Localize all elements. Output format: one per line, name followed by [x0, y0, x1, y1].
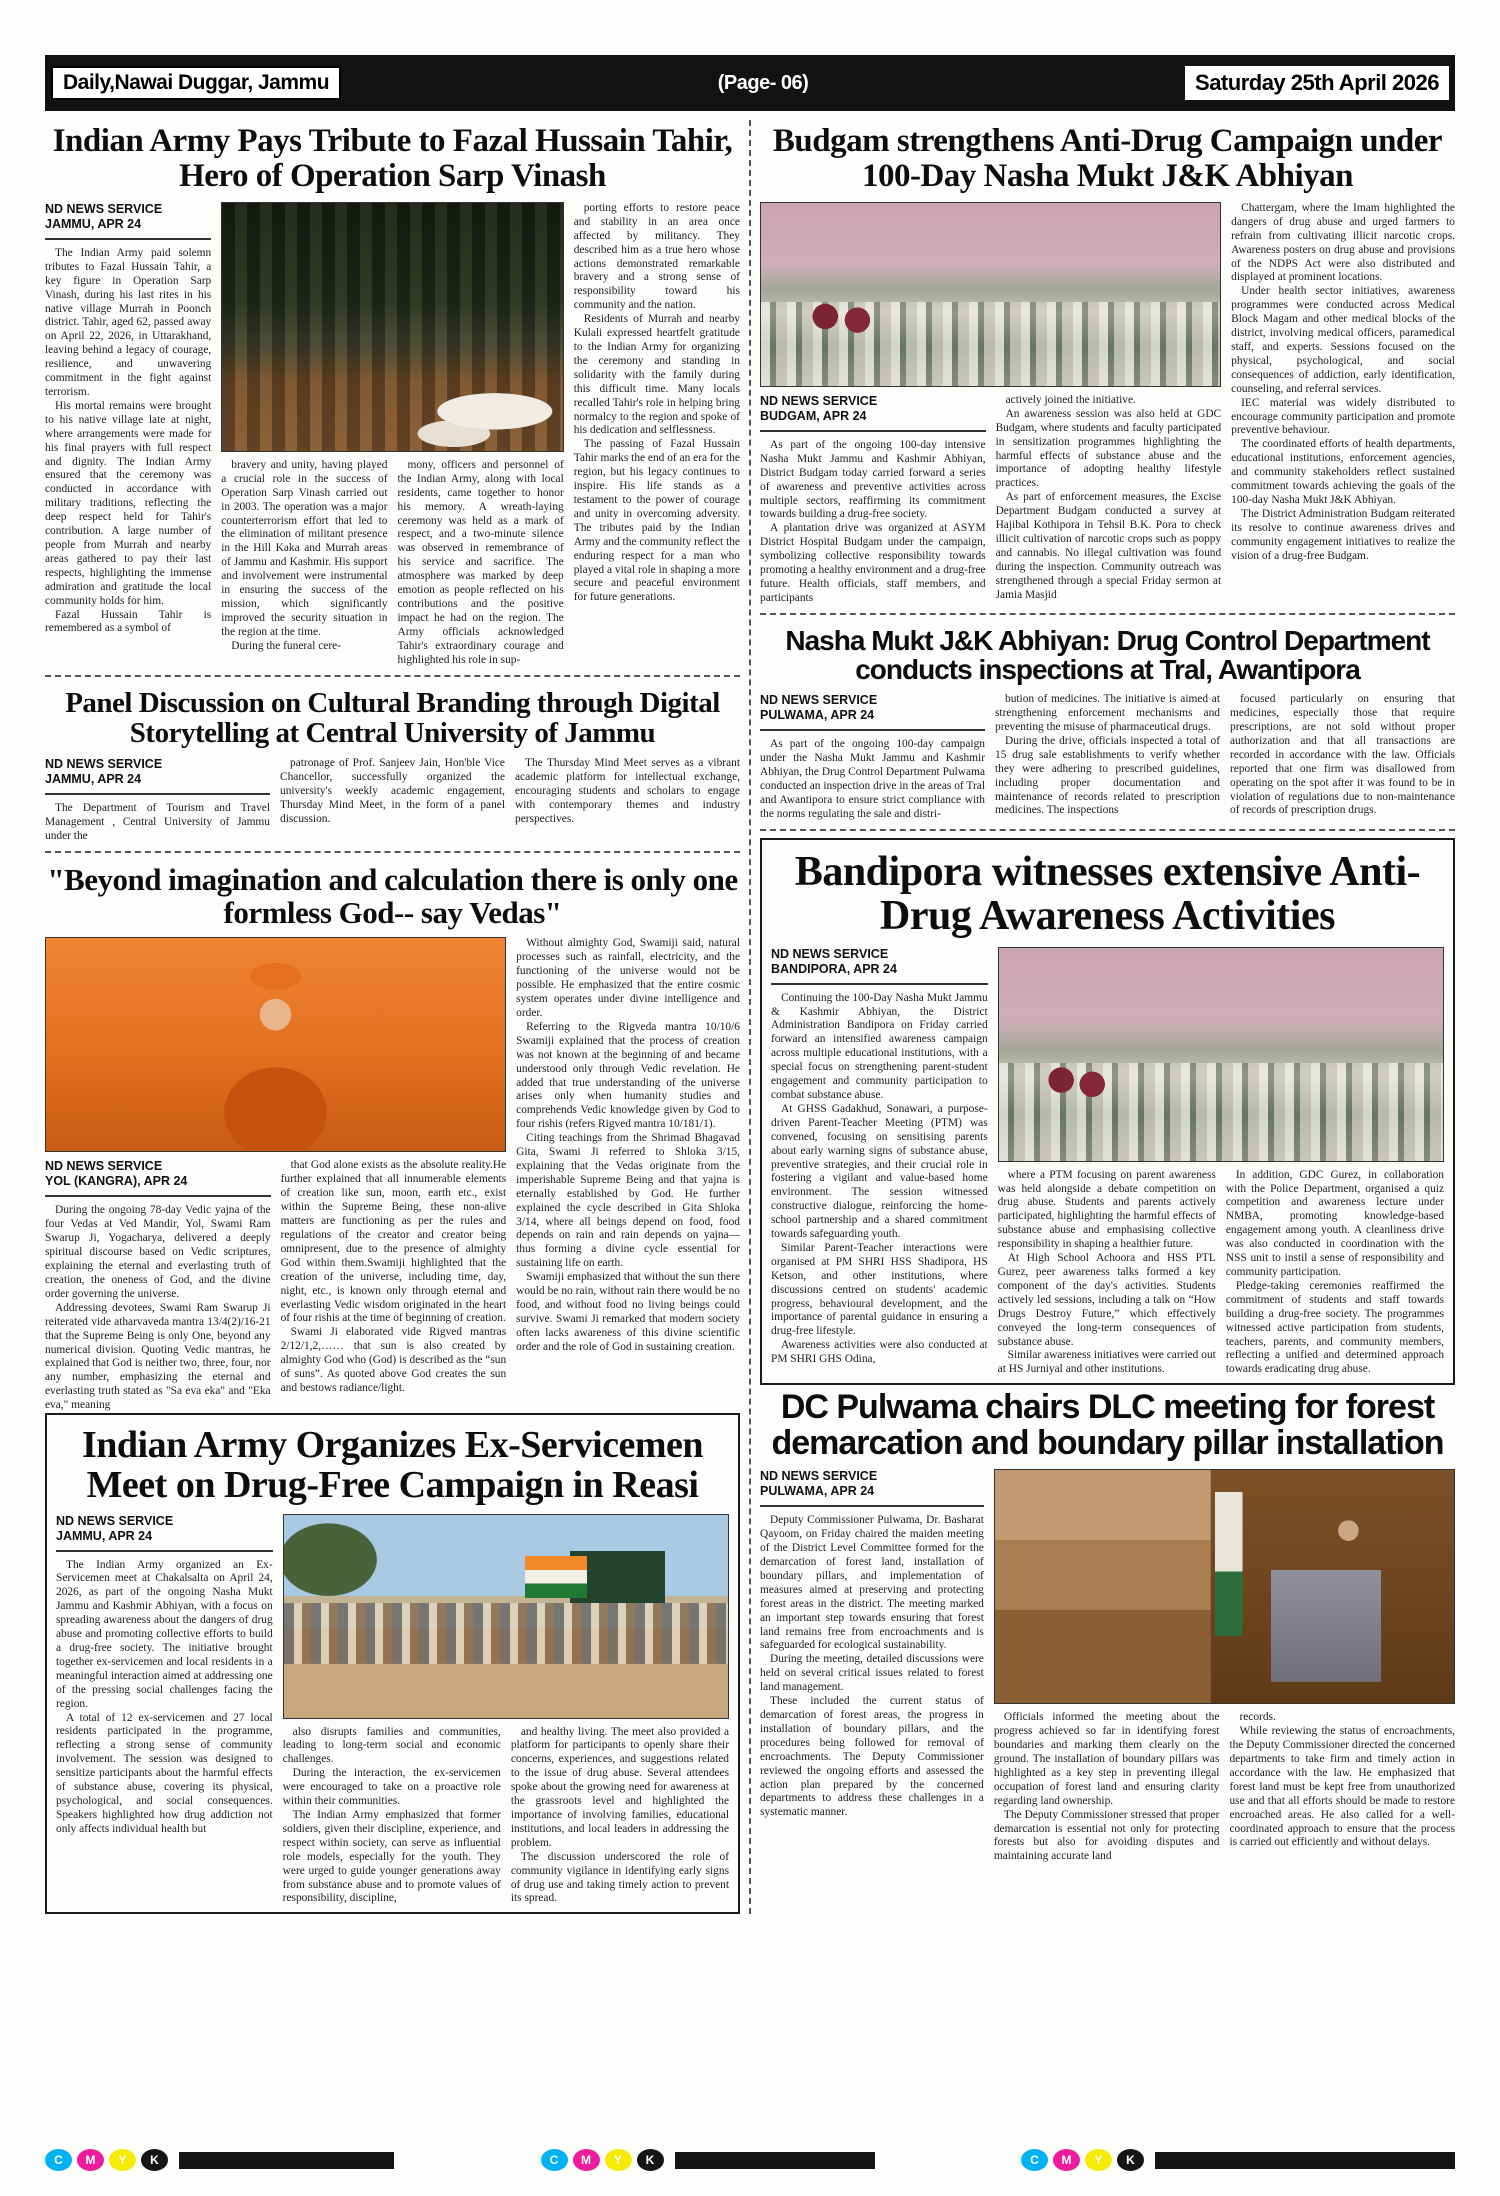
body-paragraph: A total of 12 ex-servicemen and 27 local residents participated in the programme, reflecting a strong sense of community involvement. The session was designed to sensitize participants about the harmful effects of substance abuse, covering its physical, psychological, and social consequences. Speakers highlighted how drug addiction not only affects individual health but: [56, 1711, 273, 1835]
body-paragraph: The Department of Tourism and Travel Management , Central University of Jammu under the: [45, 802, 270, 842]
article-bandipora: [760, 838, 1455, 1386]
byline-dateline: YOL (KANGRA), APR 24: [45, 1174, 188, 1189]
body-paragraph: patronage of Prof. Sanjeev Jain, Hon'ble Vice Chancellor, successfully organized the university's weekly academic engagement, Thursday Mind Meet, in the form of a panel discussion.: [280, 757, 505, 825]
body-paragraph: While reviewing the status of encroachments, the Deputy Commissioner directed the concerned departments to take firm and timely action in accordance with the law. He emphasized that forest land must be kept free from unauthorized use and that all efforts should be made to restore encroached areas. He also called for a well-coordinated approach to ensure that the process is carried out efficiently and without delays.: [1229, 1725, 1455, 1849]
body-paragraph: Chattergam, where the Imam highlighted the dangers of drug abuse and urged farmers to refrain from cultivating illicit narcotic crops. Awareness posters on drug abuse and provisions of the NDPS Act were also distributed and displayed at prominent locations.: [1231, 201, 1455, 284]
body-paragraph: The Indian Army emphasized that former soldiers, given their discipline, experience, and respect within society, can serve as influential role models, especially for the youth. They were urged to guide younger generations away from substance abuse and to promote values of responsibility, discipline,: [282, 1809, 501, 1905]
tribute-column-3: [398, 459, 564, 668]
article-panel-headline: Panel Discussion on Cultural Branding through Digital Storytelling at Central University of Jammu: [65, 686, 720, 750]
magenta-dot: M: [1053, 2149, 1080, 2171]
byline-dateline: BANDIPORA, APR 24: [771, 961, 897, 976]
body-paragraph: also disrupts families and communities, leading to long-term social and economic challenges.: [282, 1725, 501, 1766]
registration-bar: [675, 2152, 875, 2169]
body-paragraph: bravery and unity, having played a crucial role in the success of Operation Sarp Vinash carried out in 2003. The operation was a major counterterrorism effort that led to the elimination of militant presence in the Hill Kaka and Murrah areas of Jammu and Kashmir. His support and involvement were instrumental in ensuring the success of the mission, which significantly improved the security situation in the region at the time.: [221, 458, 388, 638]
body-paragraph: mony, officers and personnel of the Indian Army, along with local residents, came together to honor his memory. A wreath-laying ceremony was held as a mark of respect, and a two-minute silence was observed in remembrance of his service and sacrifice. The atmosphere was marked by deep emotion as people reflected on his contributions and the positive impact he had on the region. The Army officials acknowledged Tahir's extraordinary courage and highlighted his role in sup-: [397, 458, 564, 666]
tribute-middle-area: [221, 202, 563, 668]
body-paragraph: that God alone exists as the absolute reality.He further explained that all innumerable elements of creation like sun, moon, earth etc., exist within the Supreme Being, these non-alive matters are functioning as per the rules and regulations of the creator and creator being omnipresent, due to the presence of almighty God within them.Swamiji highlighted that the creation of the universe, including time, day, night, etc., is known only through eternal and everlasting Vedic wisdom originated in the heart of four rishis at the time of beginning of creation.: [280, 1159, 507, 1325]
bandipora-gathering-photo: [998, 947, 1444, 1162]
body-paragraph: The coordinated efforts of health departments, educational institutions, enforcement agencies, and community stakeholders reflect sustained commitment towards achieving the goals of the 100-day Nasha Mukt J&K Abhiyan.: [1231, 438, 1455, 506]
tral-col1-text: [760, 738, 985, 821]
page-content: [45, 120, 1455, 1914]
swami-discourse-photo: [45, 937, 506, 1152]
body-paragraph: During the ongoing 78-day Vedic yajna of the four Vedas at Ved Mandir, Yol, Swami Ram Swarup Ji, Yogacharya, delivered a deeply spiritual discourse based on Vedic scriptures, explaining the eternal and everlasting truth of creation, the oneness of God, and the divine order governing the universe.: [45, 1204, 271, 1300]
issue-date: Saturday 25th April 2026: [1185, 66, 1449, 100]
byline-service: ND NEWS SERVICE: [45, 201, 163, 216]
byline-dateline: PULWAMA, APR 24: [760, 1484, 875, 1499]
body-paragraph: His mortal remains were brought to his native village late at night, where arrangements were made for his final prayers with full respect and dignity. The Indian Army ensured that the ceremony was conducted in accordance with military traditions, reflecting the deep respect held for Tahir's contribution. A large number of people from Murrah and nearby areas gathered to pay their last respects, highlighting the immense admiration and gratitude the local community holds for him.: [45, 399, 212, 607]
cyan-dot: C: [45, 2149, 72, 2171]
byline: [760, 693, 985, 731]
registration-bar: [1155, 2152, 1455, 2169]
cmyk-marks-left: [45, 2149, 394, 2171]
body-paragraph: The Thursday Mind Meet serves as a vibrant academic platform for intellectual exchange, encouraging students and scholars to engage with contemporary themes and industry perspectives.: [515, 757, 740, 825]
vedas-left-area: [45, 937, 506, 1413]
dashed-separator: [760, 613, 1455, 615]
byline-service: ND NEWS SERVICE: [760, 1469, 878, 1484]
page-number-label: (Page- 06): [717, 71, 809, 94]
tral-column-2: [995, 693, 1220, 821]
bandipora-column-2: [998, 1169, 1216, 1378]
article-tral-headline: Nasha Mukt J&K Abhiyan: Drug Control Department conducts inspections at Tral, Awantipora: [785, 624, 1430, 686]
body-paragraph: Swamiji emphasized that without the sun there would be no rain, without rain there would be no food, and without food no living beings could survive. Swami Ji remarked that modern society often lacks awareness of this divine scientific order and the role of God in sustaining creation.: [516, 1271, 740, 1353]
body-paragraph: As part of enforcement measures, the Excise Department Budgam conducted a survey at Hajibal Kothipora in Tehsil B.K. Pora to check illicit cultivation of narcotic crops such as poppy and cannabis. No illegal cultivation was found during the inspection. Community outreach was strengthened through a special Friday sermon at Jamia Masjid: [995, 491, 1222, 601]
article-budgam-headline: Budgam strengthens Anti-Drug Campaign under 100-Day Nasha Mukt J&K Abhiyan: [772, 123, 1443, 194]
body-paragraph: focused particularly on ensuring that medicines, especially those that require prescriptions, are not sold without proper authorization and that all transactions are recorded in accordance with the law. Officials reported that one firm was disallowed from operating on the spot after it was found to be in violation of regulations due to non-maintenance of records of prescription drugs.: [1230, 693, 1455, 817]
body-paragraph: The Indian Army paid solemn tributes to Fazal Hussain Tahir, a key figure in Operation Sarp Vinash, during his last rites in his native village Murrah in Poonch district. Tahir, aged 62, passed away on April 22, 2026, in Uttarakhand, leaving behind a legacy of courage, resilience, and unwavering commitment in the fight against terrorism.: [45, 246, 212, 398]
byline-service: ND NEWS SERVICE: [56, 1513, 174, 1528]
vedas-column-1: [45, 1159, 271, 1413]
print-registration-footer: [45, 2146, 1455, 2174]
byline-service: ND NEWS SERVICE: [45, 757, 163, 771]
body-paragraph: and healthy living. The meet also provided a platform for participants to openly share their concerns, experiences, and suggestions related to the issue of drug abuse. Several attendees spoke about the growing need for awareness at the grassroots level and highlighted the importance of involving families, educational institutions, and local leaders in addressing the problem.: [510, 1725, 730, 1849]
body-paragraph: In addition, GDC Gurez, in collaboration with the Police Department, organised a quiz competition and awareness lecture under NMBA, promoting knowledge-based engagement among youth. A cleanliness drive was also conducted in coordination with the NSS unit to instil a sense of responsibility and community participation.: [1225, 1168, 1445, 1278]
panel-col1-text: [45, 802, 270, 844]
byline: [760, 1469, 984, 1507]
panel-column-2: [280, 757, 505, 844]
body-paragraph: Addressing devotees, Swami Ram Swarup Ji reiterated vide atharvaveda mantra 13/4(2)/16-21 that the Supreme Being is only One, beyond any numerical division. Quoting Vedic mantras, he explained that God is neither two, three, four, nor any number, emphasizing the eternal and everlasting truth stated as "Sa eva eka" and "Eka eva," meaning: [45, 1301, 271, 1412]
body-paragraph: Swami Ji elaborated vide Rigved mantras 2/12/1,2,…… that sun is also created by almighty God who (God) is described as the “sun of suns”. As quoted above God creates the sun and bestows radiance/light.: [280, 1326, 507, 1394]
panel-column-1: [45, 757, 270, 844]
body-paragraph: Similar awareness initiatives were carried out at HS Jurniyal and other institutions.: [997, 1349, 1216, 1376]
article-tral-inspections: [760, 622, 1455, 822]
exservicemen-right-area: [283, 1514, 729, 1907]
body-paragraph: During the meeting, detailed discussions were held on several critical issues related to forest land management.: [760, 1653, 984, 1694]
body-paragraph: Deputy Commissioner Pulwama, Dr. Basharat Qayoom, on Friday chaired the maiden meeting of the District Level Committee formed for the demarcation of forest land, installation of boundary pillars, and implementation of measures aimed at preserving and protecting forest areas in the district. The meeting marked an important step towards ensuring that forest land remains free from encroachments and is safeguarded for ecological sustainability.: [760, 1514, 984, 1652]
body-paragraph: where a PTM focusing on parent awareness was held alongside a debate competition on drug abuse. Students and parents actively participated, highlighting the harmful effects of substance abuse and emphasising collective responsibility in shaping a healthier future.: [997, 1168, 1216, 1251]
body-paragraph: Citing teachings from the Shrimad Bhagavad Gita, Swami Ji referred to Shloka 3/15, explaining that the Vedas originate from the imperishable Supreme Being and that yajna is eternally established by God. He further explained the cycle described in Gita Shloka 3/14, where all beings depend on food, food depends on rain and rain depends on yajna— thus forming a divine cycle essential for sustaining life on earth.: [516, 1132, 740, 1270]
pulwama-col1-text: [760, 1514, 984, 1820]
article-tribute: [45, 120, 740, 668]
byline-dateline: BUDGAM, APR 24: [760, 408, 867, 423]
budgam-column-3: [1231, 202, 1455, 606]
body-paragraph: The Indian Army organized an Ex-Servicemen meet at Chakalsalta on April 24, 2026, as part of the ongoing Nasha Mukt Jammu and Kashmir Abhiyan, with a focus on spreading awareness about the dangers of drug abuse and promoting collective efforts to build a drug-free society. The initiative brought together ex-servicemen and local residents in a meaningful interaction aimed at addressing one of the pressing social challenges facing the region.: [56, 1558, 273, 1710]
byline: [771, 947, 988, 985]
tribute-column-4: [574, 202, 740, 668]
article-pulwama-headline: DC Pulwama chairs DLC meeting for forest demarcation and boundary pillar installation: [771, 1388, 1444, 1463]
yellow-dot: Y: [1085, 2149, 1112, 2171]
tribute-column-1: [45, 202, 211, 668]
article-bandipora-headline: Bandipora witnesses extensive Anti-Drug Awareness Activities: [794, 848, 1421, 940]
body-paragraph: During the funeral cere-: [231, 639, 341, 652]
byline-dateline: JAMMU, APR 24: [45, 772, 142, 786]
budgam-gathering-photo: [760, 202, 1221, 387]
body-paragraph: During the interaction, the ex-servicemen were encouraged to take on a proactive role within their communities.: [282, 1767, 501, 1808]
tral-column-3: [1230, 693, 1455, 821]
dashed-separator: [45, 675, 740, 677]
tribute-column-2: [221, 459, 387, 668]
body-paragraph: Without almighty God, Swamiji said, natural processes such as rainfall, electricity, and the functioning of the universe would not be possible. He emphasized that the entire cosmic system operates under divine intelligence and order.: [516, 937, 740, 1019]
body-paragraph: records.: [1239, 1711, 1276, 1724]
body-paragraph: bution of medicines. The initiative is aimed at strengthening enforcement mechanisms and preventing the misuse of pharmaceutical drugs.: [995, 693, 1220, 733]
page-header-bar: [45, 55, 1455, 111]
funeral-tribute-photo: [221, 202, 563, 452]
budgam-left-area: [760, 202, 1221, 606]
black-dot: K: [637, 2149, 664, 2171]
budgam-column-2: [996, 394, 1222, 606]
tral-column-1: [760, 693, 985, 821]
body-paragraph: IEC material was widely distributed to encourage community participation and promote preventive behaviour.: [1231, 396, 1455, 437]
article-dc-pulwama: [760, 1385, 1455, 1864]
body-paragraph: Fazal Hussain Tahir is remembered as a symbol of: [45, 608, 212, 635]
byline-dateline: JAMMU, APR 24: [45, 216, 142, 231]
byline: [56, 1514, 273, 1552]
body-paragraph: Officials informed the meeting about the progress achieved so far in identifying forest boundaries and marking them clearly on the ground. The installation of boundary pillars was highlighted as a key step in preventing illegal occupation of forest land and ensuring clarity regarding land ownership.: [993, 1711, 1220, 1807]
byline-dateline: PULWAMA, APR 24: [760, 708, 875, 723]
body-paragraph: Under health sector initiatives, awareness programmes were conducted across Medical Block Magam and other medical blocks of the district, involving medical officers, paramedical staff, and experts. Sessions focused on the physical, psychological, and social consequences of addiction, early identification, counseling, and referral services.: [1231, 285, 1455, 395]
body-paragraph: The Deputy Commissioner stressed that proper demarcation is essential not only for protecting forests but also for avoiding disputes and maintaining accurate land: [993, 1808, 1220, 1863]
exservicemen-column-1: [56, 1514, 273, 1907]
left-column-stack: [45, 120, 749, 1914]
byline-service: ND NEWS SERVICE: [45, 1159, 163, 1174]
cyan-dot: C: [541, 2149, 568, 2171]
cyan-dot: C: [1021, 2149, 1048, 2171]
bandipora-column-3: [1226, 1169, 1444, 1378]
body-paragraph: Continuing the 100-Day Nasha Mukt Jammu & Kashmir Abhiyan, the District Administration Bandipora on Friday carried forward an intensified awareness campaign across multiple educational institutions, with a special focus on strengthening parent-student engagement and community participation to combat substance abuse.: [771, 991, 988, 1101]
cmyk-marks-center: [541, 2149, 875, 2171]
body-paragraph: porting efforts to restore peace and stability in an area once affected by militancy. They described him as a true hero whose actions demonstrated remarkable bravery and a strong sense of responsibility toward his community and the nation.: [573, 201, 740, 312]
body-paragraph: At High School Achoora and HSS PTL Gurez, peer awareness talks formed a key component of the day's activities. Students actively led sessions, including a talk on “How Drugs Destroy Future,” which effectively conveyed the long-term consequences of substance abuse.: [997, 1252, 1216, 1348]
byline-service: ND NEWS SERVICE: [760, 693, 878, 708]
byline-dateline: JAMMU, APR 24: [56, 1528, 153, 1543]
article-exservicemen: [45, 1413, 740, 1914]
body-paragraph: Pledge-taking ceremonies reaffirmed the commitment of students and staff towards building a drug-free society. The programmes witnessed active participation from students, teachers, parents, and community members, reflecting a unified and determined approach towards eradicating drug abuse.: [1225, 1279, 1445, 1376]
pulwama-right-area: [994, 1469, 1455, 1864]
body-paragraph: actively joined the initiative.: [1005, 393, 1136, 406]
body-paragraph: The discussion underscored the role of community vigilance in identifying early signs of drug use and taking timely action to prevent its spread.: [510, 1850, 730, 1905]
cmyk-marks-right: [1021, 2149, 1455, 2171]
tribute-col1-text: [45, 247, 211, 636]
pulwama-column-2: [994, 1711, 1220, 1864]
body-paragraph: Similar Parent-Teacher interactions were organised at PM SHRI HSS Shadipora, HS Ketson, and other institutions, where discussions centred on students' academic progress, behavioural development, and the importance of parental guidance in ensuring a drug-free lifestyle.: [771, 1241, 988, 1338]
body-paragraph: At GHSS Gadakhud, Sonawari, a purpose-driven Parent-Teacher Meeting (PTM) was convened, focusing on sensitising parents about early warning signs of substance abuse, preventive strategies, and their crucial role in fostering a vigilant and value-based home environment. The session witnessed constructive dialogue, reinforcing the home-school partnership and a shared commitment towards safeguarding youth.: [771, 1102, 988, 1241]
yellow-dot: Y: [605, 2149, 632, 2171]
exservicemen-column-2: [283, 1726, 501, 1907]
article-tribute-headline: Indian Army Pays Tribute to Fazal Hussain Tahir, Hero of Operation Sarp Vinash: [52, 123, 733, 194]
byline-service: ND NEWS SERVICE: [760, 393, 878, 408]
right-column-stack: [749, 120, 1455, 1914]
body-paragraph: The passing of Fazal Hussain Tahir marks the end of an era for the region, but his legacy continues to inspire. His life stands as a testament to the power of courage and unity in overcoming adversity. The tributes paid by the Indian Army and the community reflect the enduring respect for a man who played a vital role in shaping a more secure and peaceful environment for future generations.: [573, 438, 740, 604]
article-panel-discussion: [45, 684, 740, 844]
magenta-dot: M: [77, 2149, 104, 2171]
byline: [45, 757, 270, 795]
bandipora-right-area: [998, 947, 1444, 1378]
black-dot: K: [1117, 2149, 1144, 2171]
dlc-meeting-photo: [994, 1469, 1455, 1704]
pulwama-column-1: [760, 1469, 984, 1864]
budgam-column-1: [760, 394, 986, 606]
body-paragraph: An awareness session was also held at GDC Budgam, where students and faculty participated in sensitization programmes highlighting the harmful effects of substance abuse and the importance of adopting healthy lifestyle practices.: [995, 407, 1222, 490]
panel-column-3: [515, 757, 740, 844]
body-paragraph: A plantation drive was organized at ASYM District Hospital Budgam under the campaign, symbolizing collective responsibility towards promoting a healthy environment and a drug-free future. Health officials, staff members, and participants: [760, 522, 986, 604]
byline-service: ND NEWS SERVICE: [771, 946, 889, 961]
body-paragraph: As part of the ongoing 100-day campaign under the Nasha Mukt Jammu and Kashmir Abhiyan, the Drug Control Department Pulwama conducted an inspection drive in the areas of Tral and Awantipora to ensure strict compliance with the norms regulating the sale and distri-: [760, 738, 985, 820]
bandipora-column-1: [771, 947, 988, 1378]
body-paragraph: Awareness activities were also conducted at PM SHRI GHS Odina,: [771, 1339, 988, 1366]
magenta-dot: M: [573, 2149, 600, 2171]
masthead: Daily,Nawai Duggar, Jammu: [51, 66, 341, 100]
vedas-column-2: [281, 1159, 507, 1413]
body-paragraph: Residents of Murrah and nearby Kulali expressed heartfelt gratitude to the Indian Army for organizing the ceremony and standing in solidarity with the family during this difficult time. Many locals recalled Tahir's role in helping bring normalcy to the region and spoke of his dedication and selflessness.: [573, 313, 740, 437]
body-paragraph: Referring to the Rigveda mantra 10/10/6 Swamiji explained that the process of creation was not known at the beginning of and became understood only through Vedic revelation. He added that true understanding of the universe arises only when humanity studies and comprehends Vedic knowledge given by God to four rishis (refers Rigved mantra 10/181/1).: [516, 1020, 740, 1131]
exservicemen-column-3: [511, 1726, 729, 1907]
dashed-separator: [760, 829, 1455, 831]
article-vedas-headline: "Beyond imagination and calculation there is only one formless God-- say Vedas": [47, 861, 738, 930]
pulwama-column-3: [1229, 1711, 1455, 1864]
article-vedas: [45, 860, 740, 1413]
vedas-col1-text: [45, 1204, 271, 1413]
article-exservicemen-headline: Indian Army Organizes Ex-Servicemen Meet on Drug-Free Campaign in Reasi: [81, 1424, 704, 1507]
registration-bar: [179, 2152, 394, 2169]
byline: [45, 202, 211, 240]
exservicemen-col1-text: [56, 1559, 273, 1837]
byline: [45, 1159, 271, 1197]
article-budgam: [760, 120, 1455, 606]
dashed-separator: [45, 851, 740, 853]
black-dot: K: [141, 2149, 168, 2171]
bandipora-col1-text: [771, 992, 988, 1367]
vedas-column-3: [516, 937, 740, 1413]
body-paragraph: The District Administration Budgam reiterated its resolve to continue awareness drives and community engagement initiatives to realize the vision of a drug-free Budgam.: [1231, 507, 1455, 562]
yellow-dot: Y: [109, 2149, 136, 2171]
body-paragraph: These included the current status of demarcation of forest areas, the progress in installation of boundary pillars, and the procedures being followed for removal of encroachments. The Deputy Commissioner reviewed the ongoing efforts and assessed the action plan prepared by the concerned departments to address these challenges in a systematic manner.: [760, 1695, 984, 1819]
byline: [760, 394, 986, 432]
budgam-col1-text: [760, 439, 986, 606]
body-paragraph: As part of the ongoing 100-day intensive Nasha Mukt Jammu and Kashmir Abhiyan, District Budgam today carried forward a series of awareness and preventive activities across multiple sectors, reaffirming its commitment towards building a drug-free society.: [760, 438, 986, 521]
exservicemen-group-photo: [283, 1514, 729, 1719]
body-paragraph: During the drive, officials inspected a total of 15 drug sale establishments to verify whether they were adhering to prescribed guidelines, including proper documentation and maintenance of records related to prescription medicines. The inspections: [995, 734, 1220, 817]
